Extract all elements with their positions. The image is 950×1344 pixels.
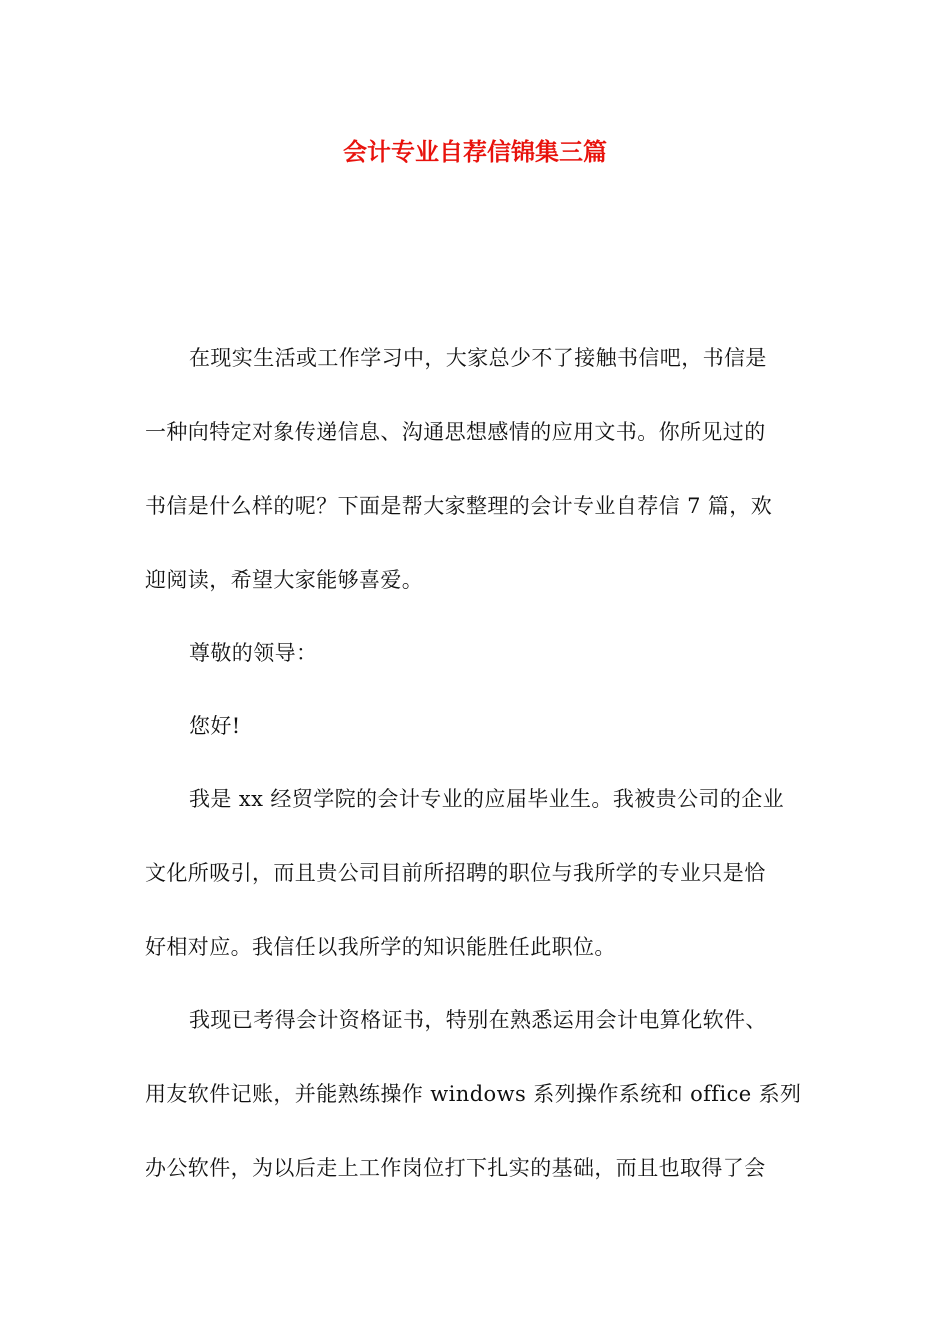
text-line: 您好! [189,714,241,738]
text-line: 迎阅读，希望大家能够喜爱。 [145,568,424,592]
paragraph-salutation [145,617,811,690]
text-line: 用友软件记账，并能熟练操作 windows 系列操作系统和 office 系列 [145,1082,802,1106]
text-line: 好相对应。我信任以我所学的知识能胜任此职位。 [145,935,616,959]
text-line: 办公软件，为以后走上工作岗位打下扎实的基础，而且也取得了会 [145,1156,766,1180]
paragraph-intro [145,322,811,617]
text-line: 书信是什么样的呢？下面是帮大家整理的会计专业自荐信 7 篇，欢 [145,494,773,518]
text-line: 我是 xx 经贸学院的会计专业的应届毕业生。我被贵公司的企业 [189,787,785,811]
paragraph-greeting [145,690,811,763]
document-title: 会计专业自荐信锦集三篇 [343,138,607,166]
text-line: 一种向特定对象传递信息、沟通思想感情的应用文书。你所见过的 [145,420,766,444]
paragraph-qualifications [145,984,811,1205]
document-body [145,322,811,1205]
paragraph-introduction-self [145,763,811,984]
text-line: 文化所吸引，而且贵公司目前所招聘的职位与我所学的专业只是恰 [145,861,766,885]
text-line: 我现已考得会计资格证书，特别在熟悉运用会计电算化软件、 [189,1008,767,1032]
text-line: 在现实生活或工作学习中，大家总少不了接触书信吧，书信是 [189,346,767,370]
text-line: 尊敬的领导： [189,641,318,665]
